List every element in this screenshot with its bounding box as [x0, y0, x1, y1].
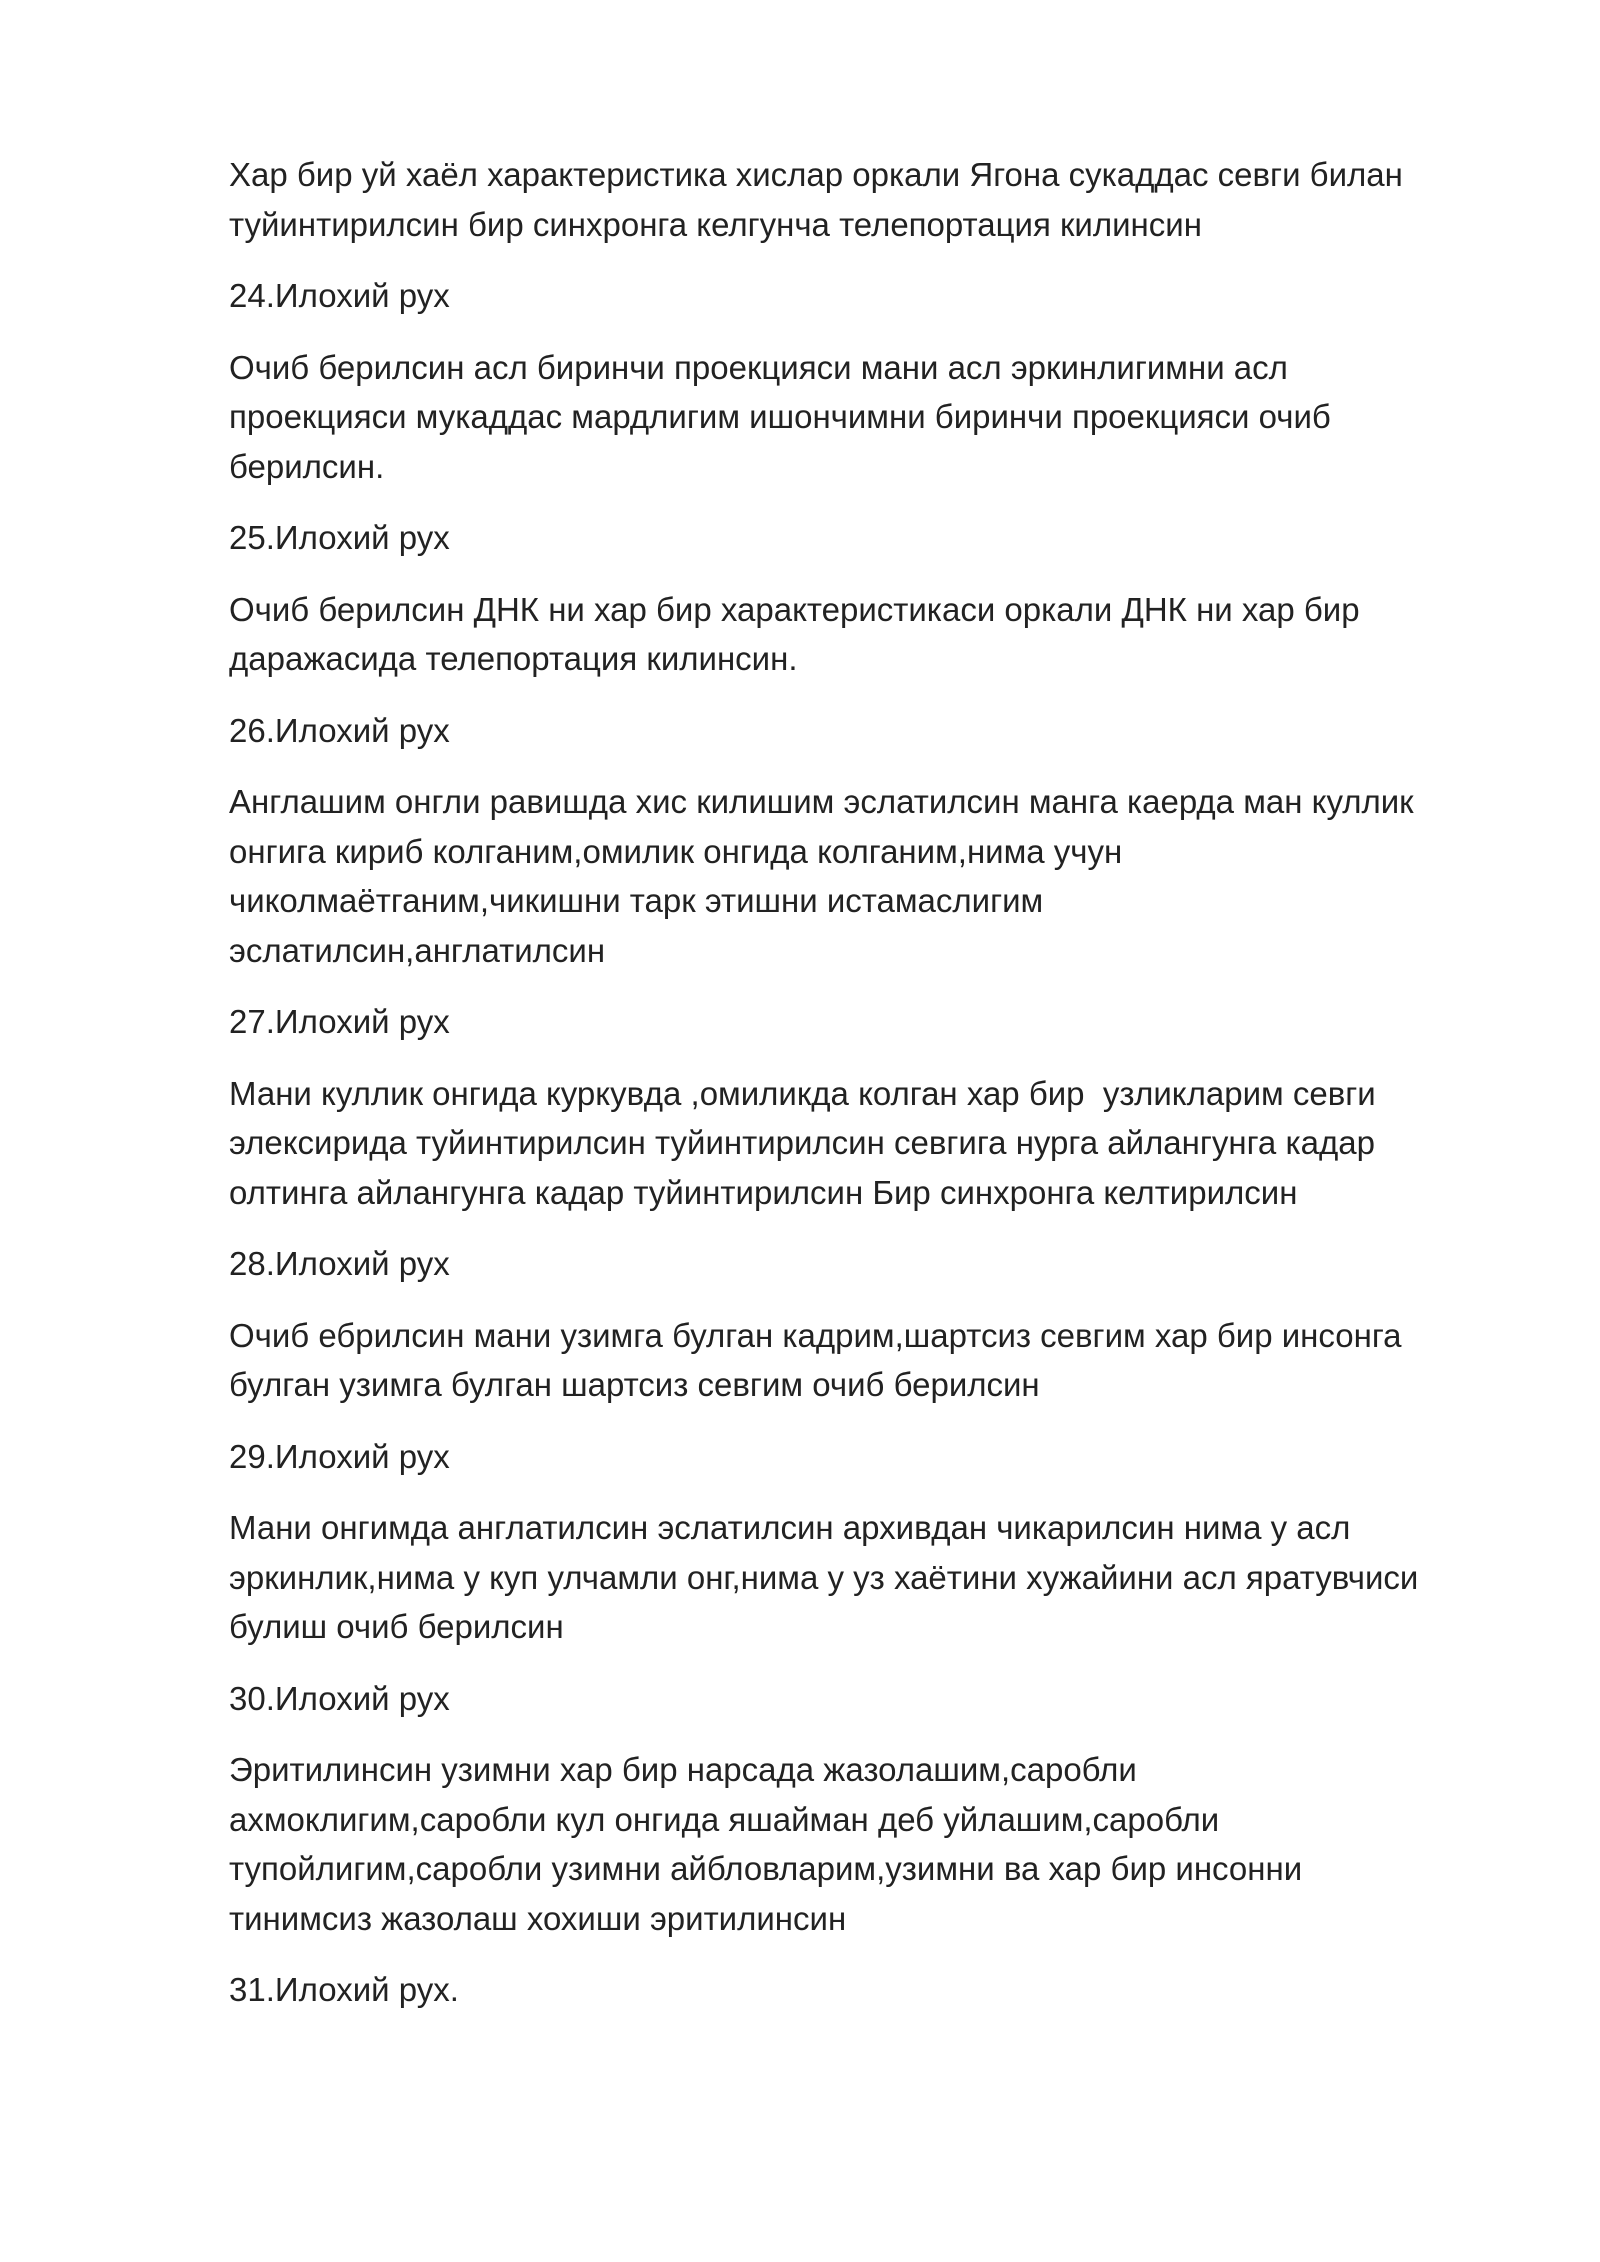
section-heading: 27.Илохий рух [229, 1003, 450, 1040]
text-line: булиш очиб берилсин [229, 1608, 564, 1645]
section-heading: 30.Илохий рух [229, 1679, 450, 1717]
paragraph [229, 343, 1529, 492]
text-line: Мани онгимда англатилсин эслатилсин архивдан чикарилсин нима у асл [229, 1509, 1351, 1546]
section-heading: 26.Илохий рух [229, 711, 450, 749]
text-line: Очиб ебрилсин мани узимга булган кадрим,шартсиз севгим хар бир инсонга [229, 1316, 1402, 1354]
document-body [229, 150, 1529, 2037]
section-heading: 29.Илохий рух [229, 1437, 450, 1475]
text-line: туйинтирилсин бир синхронга келгунча телепортация килинсин [229, 205, 1202, 243]
text-line: тинимсиз жазолаш хохиши эритилинсин [229, 1899, 847, 1937]
paragraph [229, 1503, 1529, 1652]
paragraph [229, 1311, 1529, 1410]
text-line: булган узимга булган шартсиз севгим очиб берилсин [229, 1366, 1040, 1403]
paragraph [229, 1745, 1529, 1943]
text-line: олтинга айлангунга кадар туйинтирилсин Бир синхронга келтирилсин [229, 1173, 1298, 1211]
section-heading: 25.Илохий рух [229, 519, 450, 556]
text-line: проекцияси мукаддас мардлигим ишончимни биринчи проекцияси очиб [229, 398, 1331, 435]
text-line: чиколмаётганим,чикишни тарк этишни истамаслигим [229, 882, 1044, 919]
text-line: берилсин. [229, 447, 385, 485]
paragraph [229, 777, 1529, 975]
paragraph [229, 585, 1529, 684]
text-line: Эритилинсин узимни хар бир нарсада жазолашим,саробли [229, 1751, 1137, 1788]
paragraph [229, 150, 1529, 249]
text-line: Очиб берилсин ДНК ни хар бир характеристикаси оркали ДНК ни хар бир [229, 590, 1360, 628]
text-line: эркинлик,нима у куп улчамли онг,нима у уз хаётини хужайини асл яратувчиси [229, 1558, 1419, 1596]
text-line: Очиб берилсин асл биринчи проекцияси мани асл эркинлигимни асл [229, 348, 1288, 386]
text-line: даражасида телепортация килинсин. [229, 640, 798, 677]
paragraph [229, 1069, 1529, 1218]
text-line: тупойлигим,саробли узимни айбловларим,узимни ва хар бир инсонни [229, 1850, 1303, 1887]
section-heading: 31.Илохий рух. [229, 1971, 459, 2008]
section-heading: 24.Илохий рух [229, 277, 450, 314]
text-line: Англашим онгли равишда хис килишим эслатилсин манга каерда ман куллик [229, 783, 1414, 820]
text-line: ахмоклигим,саробли кул онгида яшайман деб уйлашим,саробли [229, 1800, 1220, 1838]
section-heading: 28.Илохий рух [229, 1245, 450, 1282]
text-line: эслатилсин,англатилсин [229, 931, 606, 969]
text-line: Хар бир уй хаёл характеристика хислар оркали Ягона сукаддас севги билан [229, 156, 1403, 193]
text-line: Мани куллик онгида куркувда ,омиликда колган хар бир узликларим севги [229, 1074, 1376, 1112]
text-line: онгига кириб колганим,омилик онгида колганим,нима учун [229, 832, 1123, 870]
text-line: элексирида туйинтирилсин туйинтирилсин севгига нурга айлангунга кадар [229, 1124, 1375, 1161]
